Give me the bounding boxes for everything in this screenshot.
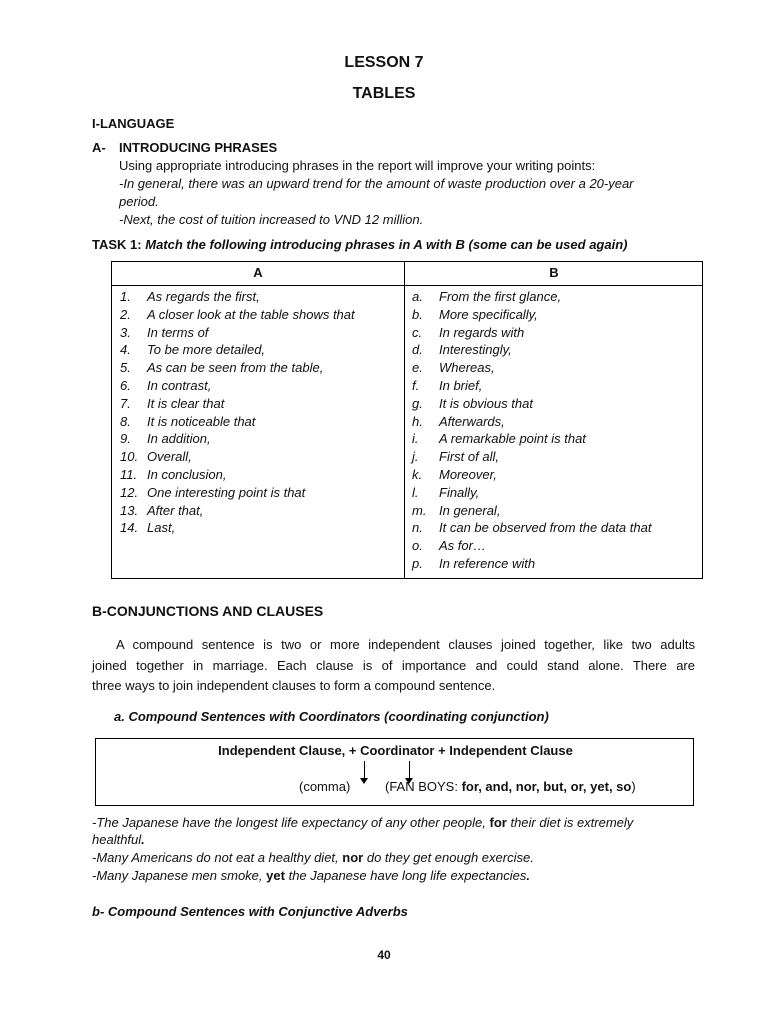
column-b-item (412, 341, 702, 359)
column-b-item-text: It can be observed from the data that (439, 520, 652, 536)
task-1-line (92, 237, 627, 252)
column-a-item-number: 2. (120, 306, 131, 322)
column-b-item-number: e. (412, 360, 423, 376)
column-a-item-number: 12. (120, 484, 139, 500)
column-b-item-number: j. (412, 449, 419, 465)
column-b-item-text: A remarkable point is that (439, 431, 586, 447)
example-sentence: -Next, the cost of tuition increased to VND 12 million. (119, 212, 424, 227)
example-text: -The Japanese have the longest life expectancy of any other people, (92, 815, 486, 830)
column-b-item-text: Whereas, (439, 360, 495, 376)
column-b-item-text: As for… (439, 538, 486, 554)
table-header-divider (112, 285, 702, 286)
column-a-item-text: In contrast, (147, 377, 212, 393)
column-a-item (120, 413, 400, 431)
column-a-item-text: Last, (147, 520, 176, 536)
column-b-item-number: o. (412, 538, 423, 554)
column-b-item-number: k. (412, 466, 423, 482)
coordinator-word: yet (266, 868, 285, 883)
example-text: do they get enough exercise. (366, 850, 534, 865)
example-sentence: -In general, there was an upward trend for the amount of waste production over a 20-year (119, 176, 634, 191)
column-a-item-number: 7. (120, 395, 131, 411)
fanboys-prefix: (FAN BOYS: (385, 779, 458, 794)
coordinator-example-for (92, 814, 633, 832)
example-text: -Many Americans do not eat a healthy diet, (92, 850, 339, 865)
page-number: 40 (377, 948, 391, 962)
section-a-heading: INTRODUCING PHRASES (119, 140, 278, 155)
lesson-title: LESSON 7 (344, 54, 424, 71)
column-a-item (120, 448, 400, 466)
column-b-item-text: Afterwards, (439, 413, 505, 429)
paragraph-line: A compound sentence is two or more independent clauses joined together, like two adults (116, 637, 695, 652)
column-a-item-text: As regards the first, (147, 289, 260, 304)
coordinator-example-for-continued (92, 831, 145, 849)
subsection-b-heading: b- Compound Sentences with Conjunctive Adverbs (92, 904, 408, 919)
column-b-item (412, 537, 702, 555)
column-a-item (120, 484, 400, 502)
column-b-item-text: In regards with (439, 324, 525, 340)
column-a-item (120, 502, 400, 520)
section-b-heading: B-CONJUNCTIONS AND CLAUSES (92, 603, 324, 619)
column-a-item (120, 341, 400, 359)
column-b-item (412, 306, 702, 324)
column-b-header: B (549, 265, 559, 280)
column-b-item-number: b. (412, 306, 423, 322)
example-text: their diet is extremely (510, 815, 634, 830)
column-a-item-text: After that, (147, 502, 204, 518)
column-b-item-number: p. (412, 555, 423, 571)
column-a-item (120, 359, 400, 377)
column-a-item-number: 6. (120, 377, 131, 393)
column-b-item (412, 502, 702, 520)
task-1-instruction: Match the following introducing phrases in A with B (some can be used again) (145, 237, 628, 252)
column-a-item (120, 324, 400, 342)
table-divider (404, 262, 405, 578)
column-b-item-number: c. (412, 324, 423, 340)
fanboys-line (385, 779, 636, 794)
column-b-item-text: First of all, (439, 449, 499, 465)
comma-label: (comma) (299, 779, 351, 794)
column-a-header: A (253, 265, 263, 280)
task-1-label: TASK 1: (92, 237, 142, 252)
column-a-item-number: 14. (120, 520, 139, 536)
section-language-heading: I-LANGUAGE (92, 116, 175, 131)
column-a-item-text: One interesting point is that (147, 484, 306, 500)
lesson-subtitle: TABLES (352, 85, 416, 102)
column-b-item (412, 430, 702, 448)
section-a-letter: A- (92, 140, 106, 155)
column-a-item-number: 13. (120, 502, 139, 518)
column-a-item (120, 430, 400, 448)
column-b-item (412, 288, 702, 306)
example-period: . (526, 868, 530, 883)
column-b-item (412, 484, 702, 502)
fanboys-list: for, and, nor, but, or, yet, so (461, 779, 632, 794)
column-a-item-number: 11. (120, 466, 138, 482)
column-a-item-number: 1. (120, 289, 131, 304)
example-period: . (141, 832, 145, 847)
column-a-item-number: 9. (120, 431, 131, 447)
column-a-item-text: In addition, (147, 431, 211, 447)
column-a-item (120, 466, 400, 484)
column-b-item (412, 377, 702, 395)
column-b-item-number: n. (412, 520, 423, 536)
column-a-item-text: A closer look at the table shows that (147, 306, 355, 322)
column-b-item-number: h. (412, 413, 423, 429)
section-a-intro: Using appropriate introducing phrases in the report will improve your writing points: (119, 158, 596, 173)
formula-box (95, 738, 694, 806)
fanboys-close: ) (631, 779, 636, 794)
column-b-item-number: a. (412, 289, 423, 304)
column-a-item-text: In terms of (147, 324, 209, 340)
column-b-list (412, 288, 702, 573)
compound-sentence-paragraph (92, 635, 695, 697)
column-a-item-text: It is noticeable that (147, 413, 256, 429)
column-b-item-number: f. (412, 377, 420, 393)
coordinator-example-yet (92, 867, 530, 885)
column-b-item-number: g. (412, 395, 423, 411)
column-b-item (412, 359, 702, 377)
column-a-item-text: In conclusion, (147, 466, 227, 482)
coordinator-word: nor (342, 850, 364, 865)
paragraph-line: joined together in marriage. Each clause is of importance and could stand alone. There are (92, 657, 695, 673)
matching-table (111, 261, 703, 579)
column-b-item (412, 395, 702, 413)
subsection-a-heading: a. Compound Sentences with Coordinators (coordinating conjunction) (114, 709, 549, 724)
column-b-item-text: Finally, (439, 484, 480, 500)
column-b-item-text: In brief, (439, 377, 483, 393)
column-b-item-text: Interestingly, (439, 342, 512, 358)
example-text: -Many Japanese men smoke, (92, 868, 263, 883)
column-a-list (120, 288, 400, 537)
column-a-item-text: It is clear that (147, 395, 225, 411)
example-text: the Japanese have long life expectancies (288, 868, 527, 883)
coordinator-example-nor (92, 849, 534, 867)
column-a-item (120, 377, 400, 395)
example-text: healthful (92, 832, 142, 847)
column-b-item-number: l. (412, 484, 419, 500)
column-b-item (412, 324, 702, 342)
column-a-item (120, 519, 400, 537)
formula-text: Independent Clause, + Coordinator + Independent Clause (218, 743, 573, 758)
column-b-item (412, 413, 702, 431)
column-b-item-text: In reference with (439, 555, 536, 571)
column-b-item (412, 448, 702, 466)
column-b-item-number: d. (412, 342, 423, 358)
column-b-item-text: More specifically, (439, 306, 538, 322)
column-a-item-number: 8. (120, 413, 131, 429)
column-a-item (120, 288, 400, 306)
column-b-item (412, 519, 702, 537)
column-a-item-number: 4. (120, 342, 131, 358)
column-b-item-text: Moreover, (439, 466, 497, 482)
coordinator-word: for (489, 815, 507, 830)
column-b-item-number: m. (412, 502, 427, 518)
column-b-item (412, 555, 702, 573)
column-b-item-text: In general, (439, 502, 501, 518)
column-a-item-text: As can be seen from the table, (147, 360, 324, 376)
column-a-item (120, 395, 400, 413)
column-a-item-text: Overall, (147, 449, 192, 465)
column-b-item (412, 466, 702, 484)
paragraph-line: three ways to join independent clauses to form a compound sentence. (92, 678, 496, 693)
column-b-item-text: It is obvious that (439, 395, 533, 411)
column-b-item-text: From the first glance, (439, 289, 562, 304)
column-a-item-text: To be more detailed, (147, 342, 266, 358)
column-a-item-number: 3. (120, 324, 131, 340)
column-a-item-number: 5. (120, 360, 131, 376)
example-sentence-continued: period. (119, 194, 159, 209)
column-a-item-number: 10. (120, 449, 139, 465)
column-b-item-number: i. (412, 431, 419, 447)
column-a-item (120, 306, 400, 324)
